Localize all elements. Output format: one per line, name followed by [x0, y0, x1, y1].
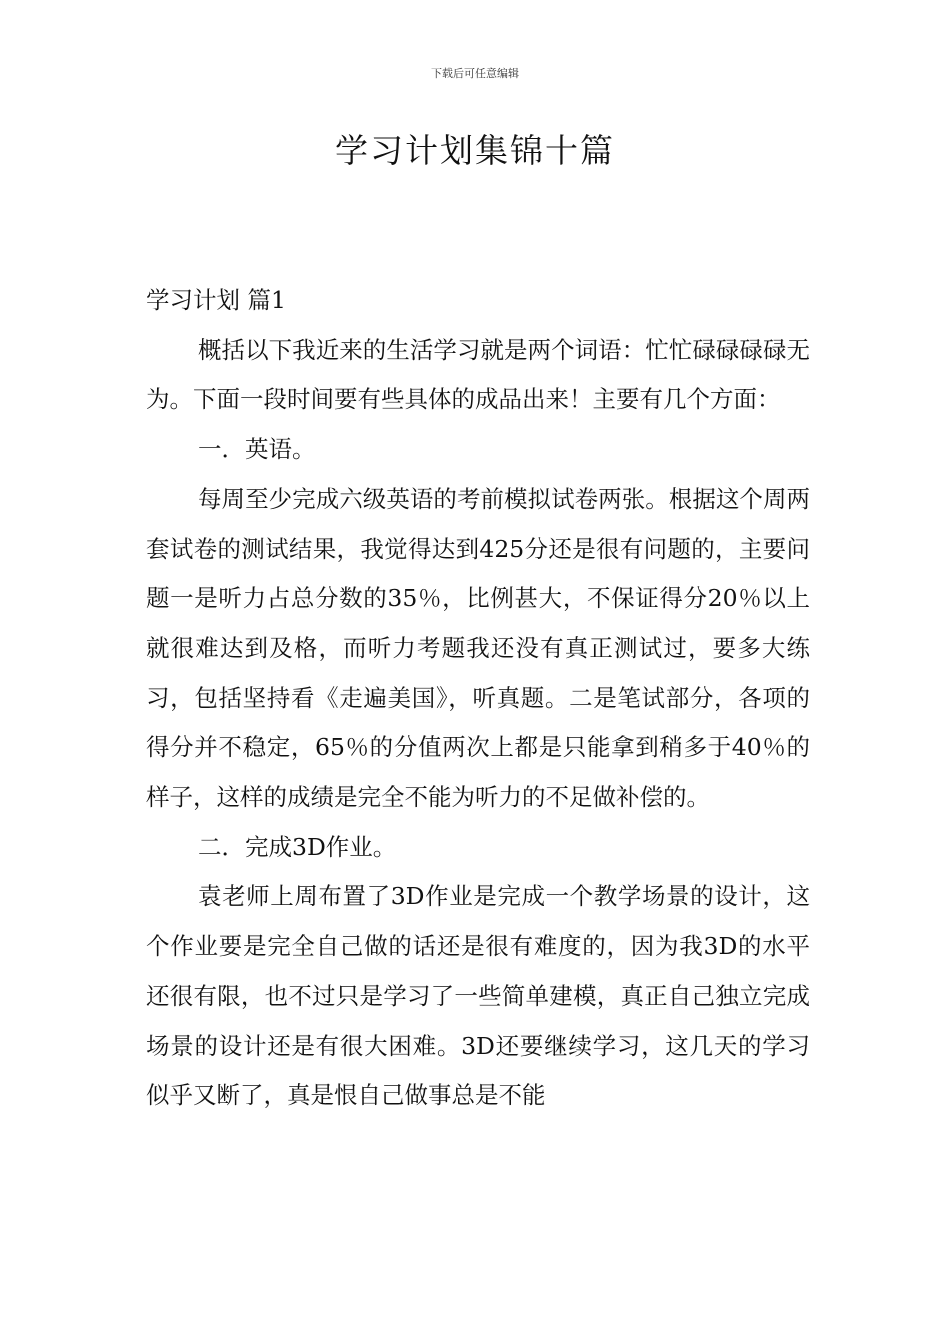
document-title: 学习计划集锦十篇 — [335, 131, 615, 170]
paragraph-summary: 概括以下我近来的生活学习就是两个词语：忙忙碌碌碌碌无为。下面一段时间要有些具体的成品出来！主要有几个方面： — [146, 335, 810, 414]
paragraph-3d-plan: 袁老师上周布置了3D作业是完成一个教学场景的设计，这个作业要是完全自己做的话还是很有难度的，因为我3D的水平还很有限，也不过只是学习了一些简单建模，真正自己独立完成场景的设计还是有很大困难。3D还要继续学习，这几天的学习似乎又断了，真是恨自己做事总是不能 — [146, 882, 810, 1110]
paragraph-3d-heading: 二．完成3D作业。 — [198, 832, 397, 861]
document-body — [146, 276, 810, 1121]
paragraph-english-heading: 一．英语。 — [198, 435, 316, 464]
header-note: 下载后可任意编辑 — [431, 67, 519, 80]
section-heading: 学习计划 篇1 — [146, 286, 286, 314]
paragraph-english-plan: 每周至少完成六级英语的考前模拟试卷两张。根据这个周两套试卷的测试结果，我觉得达到425分还是很有问题的，主要问题一是听力占总分数的35％，比例甚大，不保证得分20％以上就很难达到及格，而听力考题我还没有真正测试过，要多大练习，包括坚持看《走遍美国》，听真题。二是笔试部分，各项的得分并不稳定，65％的分值两次上都是只能拿到稍多于40％的样子，这样的成绩是完全不能为听力的不足做补偿的。 — [146, 484, 810, 812]
